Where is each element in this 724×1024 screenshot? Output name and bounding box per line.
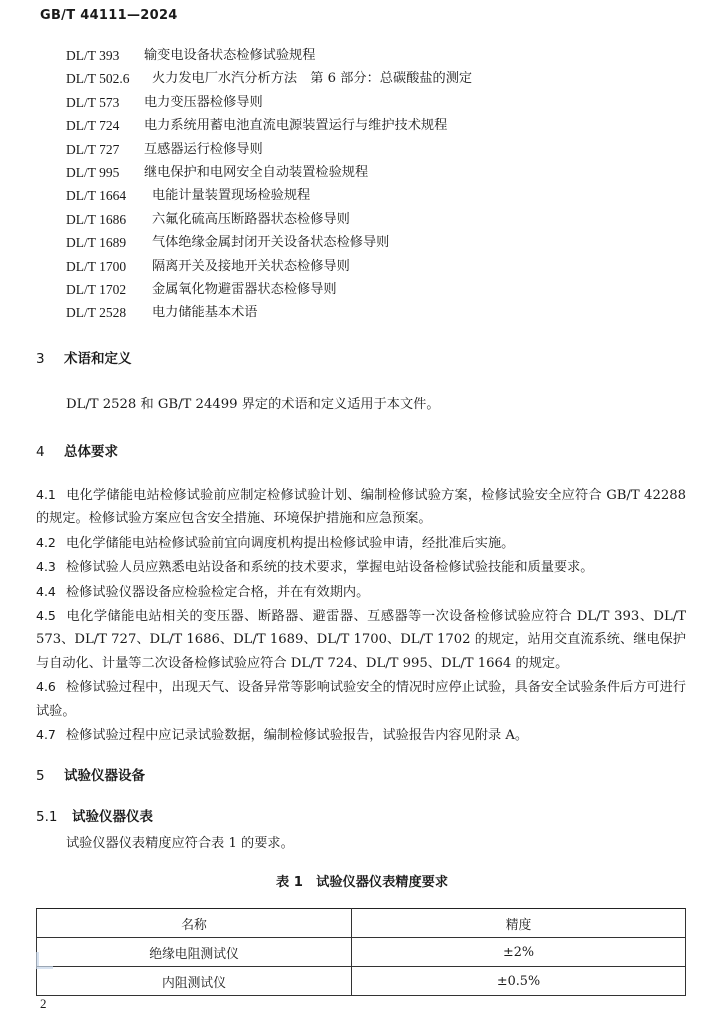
table-row	[37, 967, 686, 996]
reference-title: 输变电设备状态检修试验规程	[144, 48, 316, 63]
reference-code: DL/T 1664	[66, 188, 127, 204]
reference-code: DL/T 393	[66, 48, 120, 63]
reference-item	[66, 114, 686, 137]
reference-code: DL/T 2528	[66, 305, 127, 321]
section-3-heading	[36, 347, 132, 367]
reference-title: 互感器运行检修导则	[144, 141, 263, 157]
clause-4-2	[36, 531, 686, 555]
section-number: 3	[36, 351, 45, 367]
reference-code: DL/T 1700	[66, 258, 127, 274]
reference-code: DL/T 724	[66, 118, 120, 134]
clause-text: 检修试验过程中应记录试验数据，编制检修试验报告，试验报告内容见附录 A。	[66, 728, 529, 744]
accuracy-cell: ±0.5%	[352, 967, 686, 996]
reference-title: 气体绝缘金属封闭开关设备状态检修导则	[152, 235, 390, 251]
clause-number: 4.6	[36, 679, 56, 695]
reference-code: DL/T 1702	[66, 281, 127, 297]
section-number: 4	[36, 444, 45, 460]
reference-item	[66, 161, 686, 184]
reference-item	[66, 255, 686, 278]
reference-code: DL/T 727	[66, 141, 120, 157]
column-header-accuracy: 精度	[352, 909, 686, 938]
scan-corner-mark	[36, 952, 53, 969]
clause-4-4	[36, 580, 686, 604]
reference-code: DL/T 995	[66, 164, 120, 180]
subsection-5-1-heading	[36, 805, 153, 825]
clause-4-1	[36, 483, 686, 531]
reference-title: 电力变压器检修导则	[144, 94, 263, 110]
reference-title: 电力储能基本术语	[152, 305, 258, 321]
reference-item	[66, 301, 686, 324]
instrument-name-cell: 绝缘电阻测试仪	[37, 938, 352, 967]
reference-title: 隔离开关及接地开关状态检修导则	[152, 258, 350, 274]
reference-item	[66, 67, 686, 90]
reference-item	[66, 208, 686, 231]
subsection-number: 5.1	[36, 809, 58, 825]
clause-4-5	[36, 604, 686, 675]
section-title: 术语和定义	[64, 351, 132, 367]
clause-number: 4.4	[36, 583, 56, 599]
clause-number: 4.5	[36, 608, 56, 624]
table-1	[36, 908, 686, 996]
section-number: 5	[36, 768, 45, 784]
reference-item	[66, 138, 686, 161]
clause-text: 检修试验仪器设备应检验检定合格，并在有效期内。	[66, 584, 370, 600]
clause-number: 4.2	[36, 534, 56, 550]
reference-code: DL/T 1689	[66, 235, 127, 251]
reference-title: 继电保护和电网安全自动装置检验规程	[144, 164, 369, 180]
reference-title: 火力发电厂水汽分析方法 第 6 部分：总碳酸盐的测定	[152, 71, 473, 87]
section-3-text: DL/T 2528 和 GB/T 24499 界定的术语和定义适用于本文件。	[66, 397, 440, 412]
section-5-heading	[36, 764, 145, 784]
reference-title: 金属氧化物避雷器状态检修导则	[152, 281, 337, 297]
clause-4-7	[36, 723, 686, 747]
reference-code: DL/T 1686	[66, 211, 127, 227]
reference-item	[66, 231, 686, 254]
clause-text: 检修试验人员应熟悉电站设备和系统的技术要求，掌握电站设备检修试验技能和质量要求。	[66, 560, 594, 576]
reference-code: DL/T 502.6	[66, 71, 130, 87]
section-title: 试验仪器设备	[64, 768, 145, 784]
clause-number: 4.3	[36, 559, 56, 575]
clause-text: 电化学储能电站检修试验前宜向调度机构提出检修试验申请，经批准后实施。	[66, 535, 515, 551]
subsection-5-1-text: 试验仪器仪表精度应符合表 1 的要求。	[66, 836, 294, 851]
column-header-name: 名称	[37, 909, 352, 938]
standard-code-header: GB/T 44111—2024	[40, 8, 178, 23]
reference-item	[66, 184, 686, 207]
table-row	[37, 938, 686, 967]
reference-title: 六氟化硫高压断路器状态检修导则	[152, 211, 350, 227]
subsection-title: 试验仪器仪表	[72, 809, 153, 825]
clause-4-6	[36, 675, 686, 723]
reference-code: DL/T 573	[66, 94, 120, 110]
section-4-heading	[36, 440, 118, 460]
section-4-clauses	[36, 483, 686, 747]
accuracy-cell: ±2%	[352, 938, 686, 967]
clause-number: 4.7	[36, 727, 56, 743]
page-number: 2	[40, 996, 47, 1011]
clause-text: 电化学储能电站相关的变压器、断路器、避雷器、互感器等一次设备检修试验应符合 DL/T 393、DL/T 573、DL/T 727、DL/T 1686、DL/T 1689、DL/T 1700、DL/T 1702 的规定，站用交直流系统、继电保护与自动化、计量等二次设备检修试验应符合 DL/T 724、DL/T 995、DL/T 1664 的规定。	[36, 609, 686, 671]
clause-4-3	[36, 555, 686, 579]
table-header-row	[37, 909, 686, 938]
section-title: 总体要求	[64, 444, 118, 460]
clause-text: 电化学储能电站检修试验前应制定检修试验计划、编制检修试验方案，检修试验安全应符合 GB/T 42288 的规定。检修试验方案应包含安全措施、环境保护措施和应急预案。	[36, 488, 686, 527]
clause-number: 4.1	[36, 487, 56, 502]
reference-item	[66, 44, 686, 67]
instrument-name-cell: 内阻测试仪	[37, 967, 352, 996]
reference-title: 电力系统用蓄电池直流电源装置运行与维护技术规程	[144, 118, 448, 134]
clause-text: 检修试验过程中，出现天气、设备异常等影响试验安全的情况时应停止试验，具备安全试验条件后方可进行试验。	[36, 680, 686, 719]
reference-item	[66, 91, 686, 114]
table-1-caption: 表 1 试验仪器仪表精度要求	[275, 875, 449, 890]
reference-item	[66, 278, 686, 301]
reference-title: 电能计量装置现场检验规程	[152, 188, 311, 204]
normative-references-list	[66, 44, 686, 325]
